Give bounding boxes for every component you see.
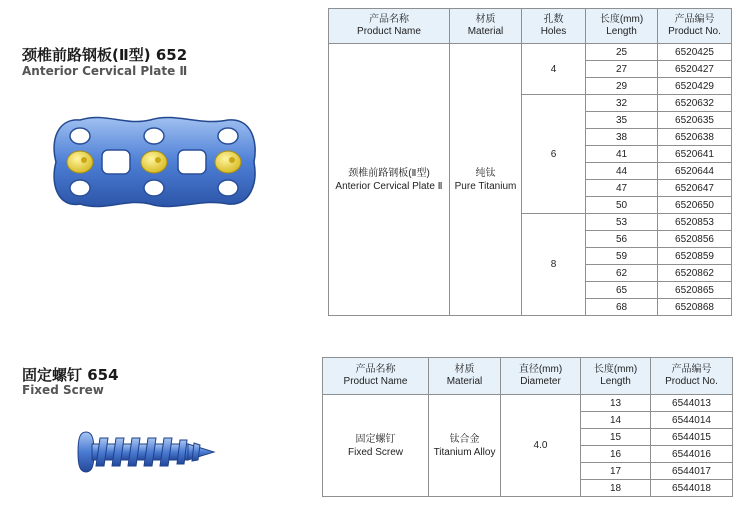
header-product-name: 产品名称 Product Name [329,9,450,44]
length-cell: 15 [581,429,651,446]
product-no-cell: 6520644 [658,163,732,180]
plate-title-cn: 颈椎前路钢板(Ⅱ型) 652 [22,46,188,64]
product-no-cell: 6520647 [658,180,732,197]
holes-cell: 4 [522,44,586,95]
product-name-cell: 固定螺钉 Fixed Screw [323,395,429,497]
length-cell: 65 [586,282,658,299]
product-no-cell: 6520632 [658,95,732,112]
product-no-cell: 6520635 [658,112,732,129]
product-no-cell: 6544014 [651,412,733,429]
holes-cell: 8 [522,214,586,316]
product-no-cell: 6544015 [651,429,733,446]
fixed-screw-image [72,428,222,476]
length-cell: 68 [586,299,658,316]
product-no-cell: 6520856 [658,231,732,248]
product-no-cell: 6544013 [651,395,733,412]
length-cell: 53 [586,214,658,231]
product-no-cell: 6544018 [651,480,733,497]
screw-product-table [322,357,733,497]
header-material: 材质 Material [450,9,522,44]
product-no-cell: 6520638 [658,129,732,146]
material-cell: 纯钛 Pure Titanium [450,44,522,316]
table-row [329,44,732,61]
holes-cell: 6 [522,95,586,214]
header-length: 长度(mm) Length [586,9,658,44]
header-product-no: 产品编号 Product No. [658,9,732,44]
length-cell: 44 [586,163,658,180]
length-cell: 41 [586,146,658,163]
plate-title-en: Anterior Cervical Plate Ⅱ [22,64,188,78]
header-length: 长度(mm) Length [581,358,651,395]
length-cell: 18 [581,480,651,497]
table-header-row [323,358,733,395]
product-no-cell: 6520425 [658,44,732,61]
length-cell: 62 [586,265,658,282]
length-cell: 59 [586,248,658,265]
length-cell: 17 [581,463,651,480]
length-cell: 14 [581,412,651,429]
length-cell: 32 [586,95,658,112]
header-product-no: 产品编号 Product No. [651,358,733,395]
table-header-row [329,9,732,44]
product-no-cell: 6520865 [658,282,732,299]
product-no-cell: 6520868 [658,299,732,316]
plate-product-table [328,8,732,316]
screw-title-cn: 固定螺钉 654 [22,366,119,384]
header-product-name: 产品名称 Product Name [323,358,429,395]
product-no-cell: 6520859 [658,248,732,265]
product-no-cell: 6520853 [658,214,732,231]
diameter-cell: 4.0 [501,395,581,497]
length-cell: 38 [586,129,658,146]
length-cell: 35 [586,112,658,129]
material-cell: 钛合金 Titanium Alloy [429,395,501,497]
length-cell: 29 [586,78,658,95]
length-cell: 16 [581,446,651,463]
length-cell: 47 [586,180,658,197]
product-no-cell: 6520429 [658,78,732,95]
product-no-cell: 6544016 [651,446,733,463]
length-cell: 56 [586,231,658,248]
length-cell: 50 [586,197,658,214]
product-name-cell: 颈椎前路钢板(Ⅱ型) Anterior Cervical Plate Ⅱ [329,44,450,316]
table-row [323,395,733,412]
product-no-cell: 6520862 [658,265,732,282]
length-cell: 13 [581,395,651,412]
length-cell: 27 [586,61,658,78]
header-material: 材质 Material [429,358,501,395]
product-no-cell: 6520427 [658,61,732,78]
product-no-cell: 6520650 [658,197,732,214]
screw-title-en: Fixed Screw [22,383,104,397]
length-cell: 25 [586,44,658,61]
header-diameter: 直径(mm) Diameter [501,358,581,395]
cervical-plate-image [50,112,260,212]
header-holes: 孔数 Holes [522,9,586,44]
product-no-cell: 6520641 [658,146,732,163]
product-no-cell: 6544017 [651,463,733,480]
